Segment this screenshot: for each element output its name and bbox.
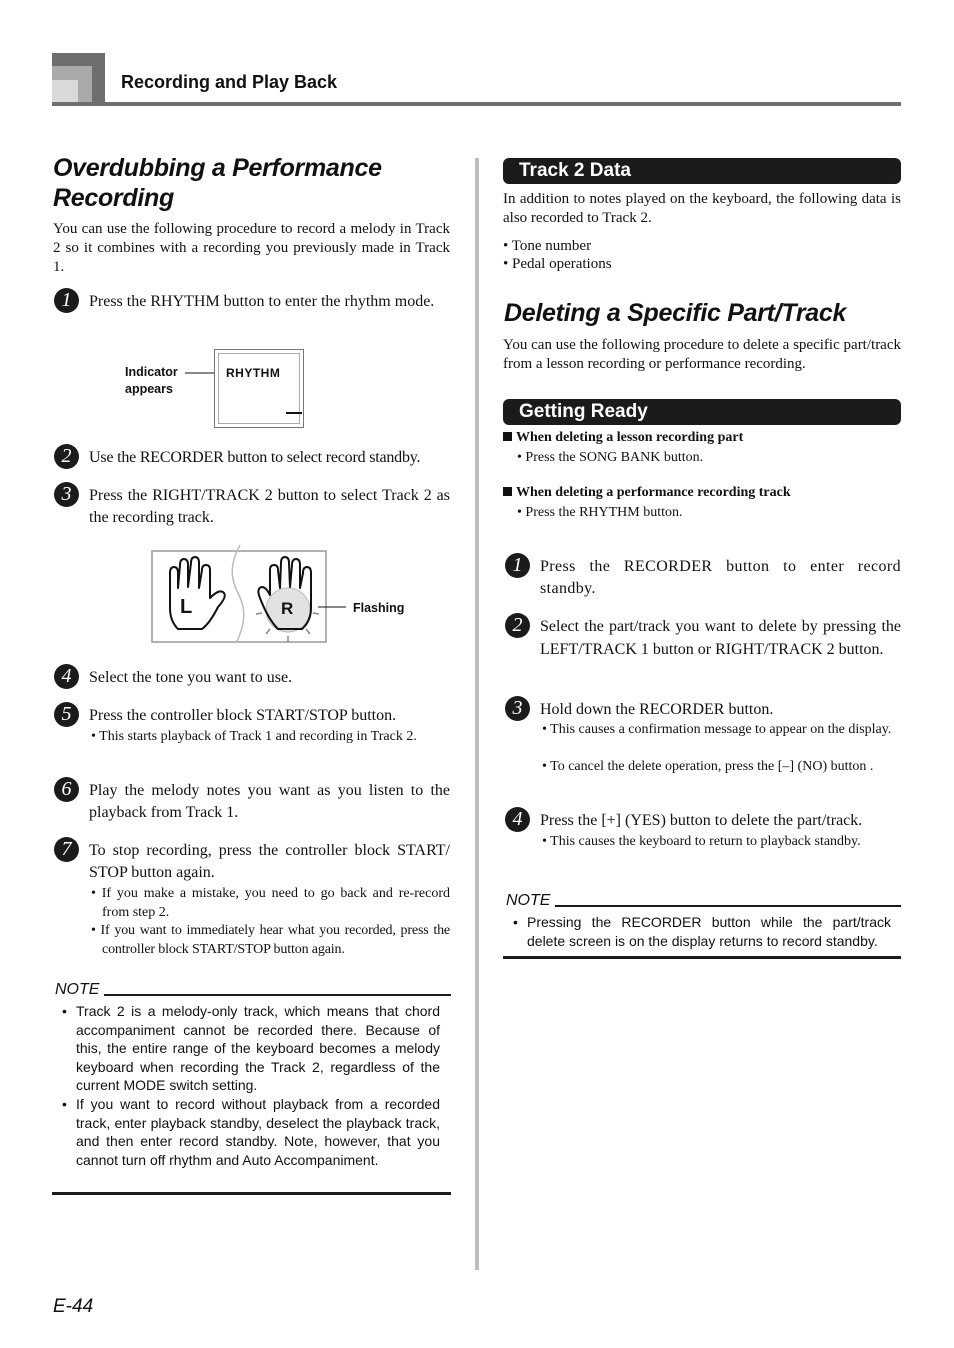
delete-step-number-3: 3	[505, 696, 530, 721]
step-number-4: 4	[54, 664, 79, 689]
delete-step-number-1: 1	[505, 553, 530, 578]
note-end-rule-left	[52, 1192, 451, 1195]
track2-item-tone: • Tone number	[503, 238, 592, 254]
delete-step-3-note-1: • This causes a confirmation message to appear on the display.	[542, 722, 892, 737]
step-number-2: 2	[54, 444, 79, 469]
ready-lesson-heading: When deleting a lesson recording part	[503, 430, 743, 446]
page-number: E-44	[53, 1296, 94, 1317]
overdub-intro: You can use the following procedure to record a melody in Track 2 so it combines with a recording you previously made in Track 1.	[53, 221, 450, 275]
step-7-note-1: • If you make a mistake, you need to go back and re-record from step 2.	[91, 886, 450, 920]
delete-step-number-4: 4	[505, 807, 530, 832]
step-7-note-2: • If you want to immediately hear what you recorded, press the controller block START/STOP button again.	[91, 923, 450, 957]
deleting-intro: You can use the following procedure to delete a specific part/track from a lesson recording or performance recording.	[503, 337, 901, 372]
note-end-rule-right	[503, 956, 901, 959]
track2-item-pedal: • Pedal operations	[503, 256, 612, 272]
note-item-left-2: • If you want to record without playback from a recorded track, enter playback standby, deselect the playback track, and then enter record standby. Note, however, that you cannot turn off rhythm and Auto Accompaniment.	[62, 1096, 440, 1168]
flashing-label: Flashing	[353, 601, 405, 615]
ready-performance-item: • Press the RHYTHM button.	[517, 505, 683, 520]
delete-step-3-note-2: • To cancel the delete operation, press the [–] (NO) button .	[542, 759, 874, 774]
note-rule-left	[104, 994, 451, 996]
getting-ready-heading: Getting Ready	[503, 399, 901, 425]
ready-performance-heading: When deleting a performance recording track	[503, 485, 791, 501]
step-number-5: 5	[54, 702, 79, 727]
step-2-text: Use the RECORDER button to select record standby.	[89, 449, 421, 466]
page-header-title: Recording and Play Back	[121, 72, 338, 92]
fig1-indicator-label: Indicator appears	[125, 365, 178, 396]
note-item-right-1: • Pressing the RECORDER button while the part/track delete screen is on the display returns to record standby.	[513, 914, 891, 949]
step-number-1: 1	[54, 288, 79, 313]
step-number-3: 3	[54, 482, 79, 507]
hand-buttons-figure	[150, 543, 420, 645]
column-divider	[475, 158, 479, 1270]
delete-step-4-note: • This causes the keyboard to return to playback standby.	[542, 834, 861, 849]
track2-data-heading: Track 2 Data	[503, 158, 901, 184]
section-title-line-1: Overdubbing a Performance	[53, 154, 382, 182]
note-label-left: NOTE	[55, 981, 100, 998]
header-rule	[52, 102, 901, 106]
section-title-deleting: Deleting a Specific Part/Track	[504, 299, 847, 327]
step-3-text: Press the RIGHT/TRACK 2 button to select Track 2 as the recording track.	[89, 487, 450, 526]
note-item-left-1: • Track 2 is a melody-only track, which means that chord accompaniment cannot be recorded there. Because of this, the entire range of the keyboard becomes a melody keyboard when recording the Track 2, regardless of the current MODE switch setting.	[62, 1003, 440, 1093]
section-title-line-2: Recording	[53, 184, 174, 212]
step-5-text: Press the controller block START/STOP button.	[89, 707, 397, 724]
step-number-7: 7	[54, 837, 79, 862]
section-title-overdubbing	[53, 153, 382, 213]
right-hand-letter: R	[281, 599, 294, 618]
left-hand-letter: L	[180, 596, 193, 618]
delete-step-1-text: Press the RECORDER button to enter record standby.	[540, 558, 901, 597]
note-rule-right	[555, 905, 901, 907]
step-number-6: 6	[54, 777, 79, 802]
ready-lesson-item: • Press the SONG BANK button.	[517, 450, 704, 465]
delete-step-2-text: Select the part/track you want to delete by pressing the LEFT/TRACK 1 button or RIGHT/TRACK 2 button.	[540, 618, 901, 658]
note-label-right: NOTE	[506, 892, 551, 909]
step-6-text: Play the melody notes you want as you listen to the playback from Track 1.	[89, 782, 450, 821]
display-rhythm-indicator: RHYTHM	[226, 366, 281, 380]
step-4-text: Select the tone you want to use.	[89, 669, 293, 686]
step-1-text: Press the RHYTHM button to enter the rhythm mode.	[89, 293, 435, 310]
delete-step-4-text: Press the [+] (YES) button to delete the part/track.	[540, 812, 863, 829]
step-7-text: To stop recording, press the controller block START/ STOP button again.	[89, 842, 450, 881]
track2-intro: In addition to notes played on the keyboard, the following data is also recorded to Track 2.	[503, 191, 901, 226]
delete-step-number-2: 2	[505, 613, 530, 638]
step-5-note: • This starts playback of Track 1 and recording in Track 2.	[91, 729, 417, 744]
delete-step-3-text: Hold down the RECORDER button.	[540, 701, 774, 718]
rhythm-display-figure	[185, 348, 307, 430]
